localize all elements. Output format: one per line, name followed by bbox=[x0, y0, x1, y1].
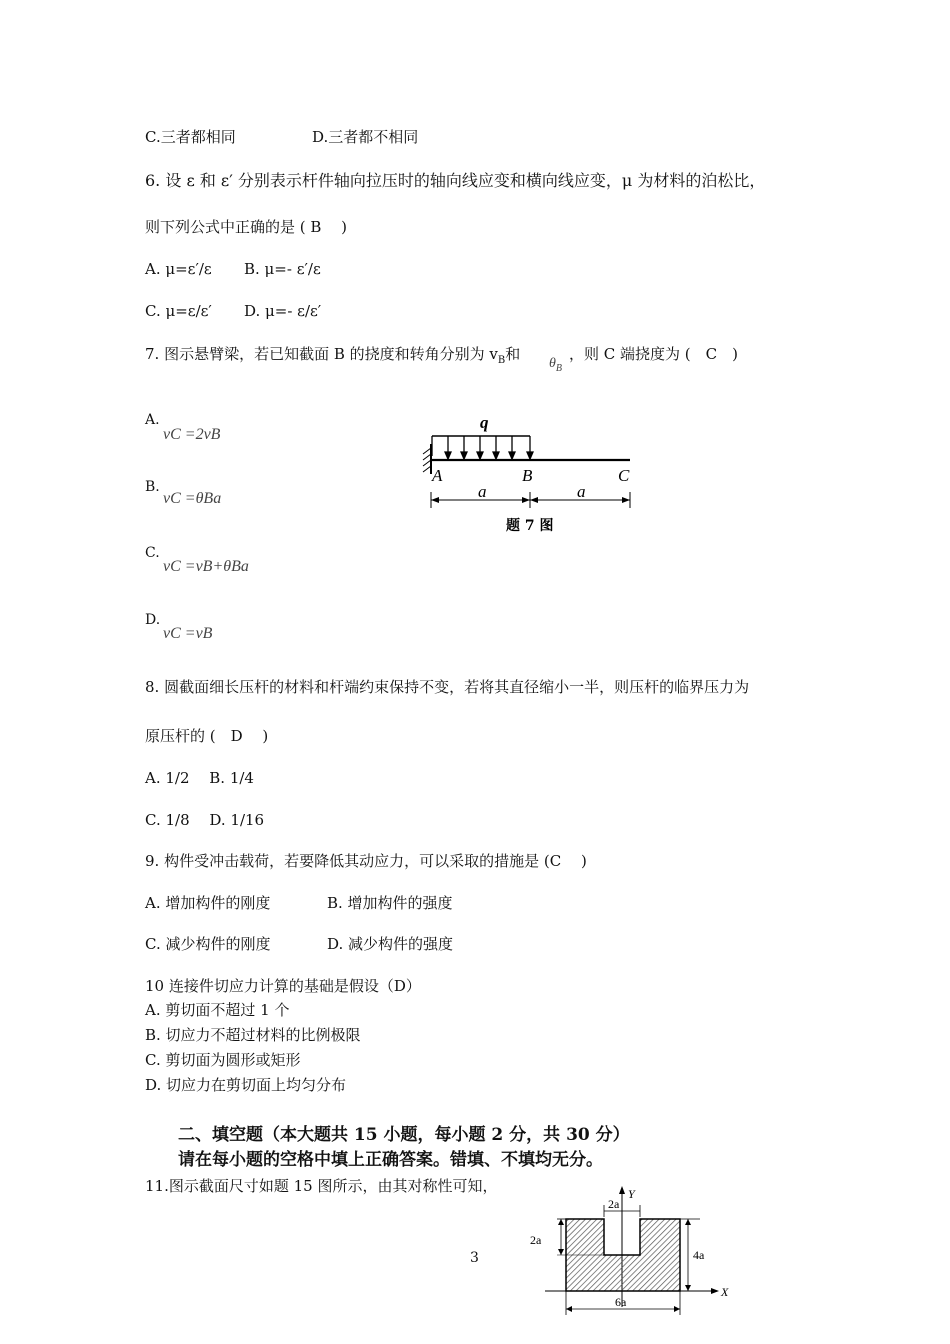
q7-option-c-letter: C. bbox=[145, 545, 160, 561]
q10-stem: 10 连接件切应力计算的基础是假设（D） bbox=[145, 977, 421, 995]
q11-dim-top: 2a bbox=[608, 1197, 620, 1211]
q7-theta-b bbox=[549, 356, 562, 374]
q7-option-a-letter: A. bbox=[145, 412, 160, 428]
q7-option-d-letter: D. bbox=[145, 612, 161, 628]
q9-stem: 9. 构件受冲击载荷，若要降低其动应力，可以采取的措施是 (C ) bbox=[145, 852, 587, 870]
q7-theta: θ bbox=[549, 356, 556, 371]
q9-option-b: B. 增加构件的强度 bbox=[327, 894, 453, 912]
q10-option-b: B. 切应力不超过材料的比例极限 bbox=[145, 1026, 361, 1044]
q7-load-label: q bbox=[480, 413, 489, 432]
q10-option-a: A. 剪切面不超过 1 个 bbox=[145, 1001, 290, 1019]
q7-stem-mid: 和 bbox=[505, 345, 521, 363]
q7-theta-sub: B bbox=[555, 363, 562, 374]
q6-stem-line1: 6. 设 ε 和 ε′ 分别表示杆件轴向拉压时的轴向线应变和横向线应变，μ 为材料的泊松比， bbox=[145, 171, 766, 190]
q7-point-b: B bbox=[522, 466, 533, 485]
q6-option-b: B. μ=- ε′/ε bbox=[244, 260, 321, 278]
q6-option-a: A. μ=ε′/ε bbox=[145, 260, 212, 278]
q7-figure-caption: 题 7 图 bbox=[506, 518, 554, 534]
q11-section-figure bbox=[525, 1183, 740, 1318]
q7-option-a-formula: vC =2vB bbox=[163, 426, 221, 443]
q8-stem-line1: 8. 圆截面细长压杆的材料和杆端约束保持不变，若将其直径缩小一半，则压杆的临界压力为 bbox=[145, 678, 750, 696]
q7-stem-post: ，则 C 端挠度为 ( C ) bbox=[569, 345, 738, 363]
q10-option-c: C. 剪切面为圆形或矩形 bbox=[145, 1051, 301, 1069]
q8-options-ab: A. 1/2 B. 1/4 bbox=[145, 769, 254, 787]
q6-option-c: C. μ=ε/ε′ bbox=[145, 302, 212, 320]
q5-option-c: C.三者都相同 bbox=[145, 128, 236, 146]
q11-dim-right: 4a bbox=[693, 1248, 705, 1262]
q9-option-d: D. 减少构件的强度 bbox=[327, 935, 454, 953]
q11-dim-left: 2a bbox=[530, 1233, 542, 1247]
page-number: 3 bbox=[470, 1250, 479, 1266]
q7-stem bbox=[145, 345, 520, 370]
q7-option-b-formula: vC =θBa bbox=[163, 490, 222, 507]
q9-option-a: A. 增加构件的刚度 bbox=[145, 894, 271, 912]
q7-option-d-formula: vC =vB bbox=[163, 625, 213, 642]
q7-dim-ab: a bbox=[478, 482, 487, 501]
q7-stem-sub: B bbox=[497, 355, 506, 366]
q7-point-c: C bbox=[618, 466, 630, 485]
q7-option-b-letter: B. bbox=[145, 479, 160, 495]
q7-point-a: A bbox=[432, 466, 443, 485]
section2-title: 二、填空题（本大题共 15 小题，每小题 2 分，共 30 分） bbox=[178, 1125, 630, 1145]
q7-load-arrows bbox=[432, 436, 533, 459]
q10-option-d: D. 切应力在剪切面上均匀分布 bbox=[145, 1076, 347, 1094]
q7-dim-bc: a bbox=[577, 482, 586, 501]
section2-instruction: 请在每小题的空格中填上正确答案。错填、不填均无分。 bbox=[178, 1150, 603, 1170]
q11-axis-y: Y bbox=[628, 1187, 635, 1201]
q7-stem-pre: 7. 图示悬臂梁，若已知截面 B 的挠度和转角分别为 v bbox=[145, 345, 498, 363]
q11-stem: 11.图示截面尺寸如题 15 图所示，由其对称性可知， bbox=[145, 1177, 498, 1195]
q6-stem-line2: 则下列公式中正确的是 ( B ) bbox=[145, 218, 348, 236]
q11-axis-x: X bbox=[721, 1285, 729, 1299]
q7-option-c-formula: vC =vB+θBa bbox=[163, 558, 249, 575]
q5-option-d: D.三者都不相同 bbox=[312, 128, 419, 146]
q7-fixed-support-hatch bbox=[423, 448, 431, 472]
q6-option-d: D. μ=- ε/ε′ bbox=[244, 302, 322, 320]
q8-options-cd: C. 1/8 D. 1/16 bbox=[145, 811, 265, 829]
q7-beam-figure bbox=[418, 408, 648, 538]
q11-dim-bottom: 6a bbox=[615, 1295, 627, 1309]
q9-option-c: C. 减少构件的刚度 bbox=[145, 935, 271, 953]
q8-stem-line2: 原压杆的 ( D ) bbox=[145, 727, 269, 745]
